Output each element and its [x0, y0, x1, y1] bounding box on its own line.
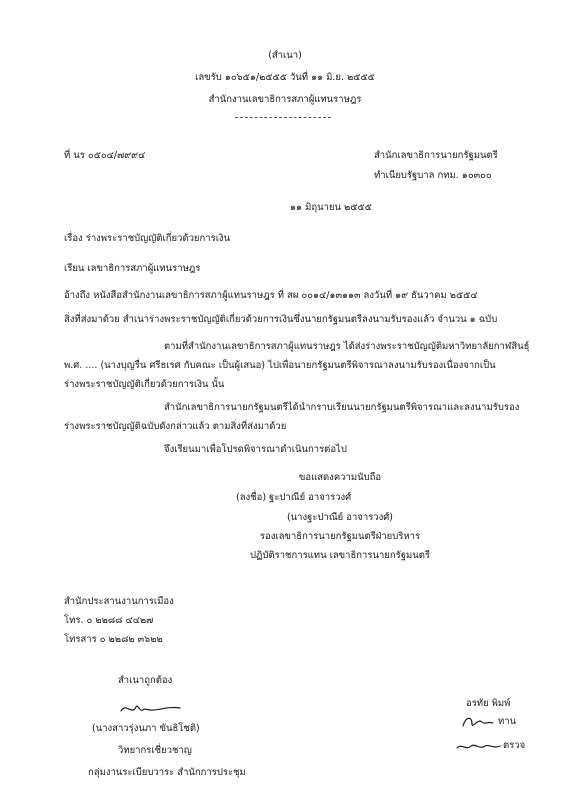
reviewer-signature-scribble: [454, 738, 502, 754]
sender-address: ทำเนียบรัฐบาล กทม. ๑๐๓๐๐: [374, 170, 492, 181]
para2-line1: สำนักเลขาธิการนายกรัฐมนตรีได้นำกราบเรียนนายกรัฐมนตรีพิจารณาและลงนามรับรอง: [164, 402, 520, 413]
enclosure-line: สิ่งที่ส่งมาด้วย สำเนาร่างพระราชบัญญัติเกี่ยวด้วยการเงินซึ่งนายกรัฐมนตรีลงนามรับรองแล้ว จำนวน ๑ ฉบับ: [64, 314, 498, 325]
check-label-2: ตรวจ: [503, 740, 526, 751]
contact-phone: โทร. ๐ ๒๒๘๘ ๔๔๒๗: [64, 615, 154, 626]
para1-line2: พ.ศ. .... (นางบุญรื่น ศรีธเรศ กับคณะ เป็นผู้เสนอ) ไปเพื่อนายกรัฐมนตรีพิจารณาลงนามรับรองเนื่องจากเป็น: [64, 360, 496, 371]
contact-fax: โทรสาร ๐ ๒๒๘๒ ๓๖๒๒: [64, 634, 163, 645]
separator-line: [235, 117, 331, 118]
contact-dept: สำนักประสานงานการเมือง: [64, 596, 174, 607]
receipt-office: สำนักงานเลขาธิการสภาผู้แทนราษฎร: [208, 94, 362, 105]
para1-line3: ร่างพระราชบัญญัติเกี่ยวด้วยการเงิน นั้น: [64, 379, 225, 390]
para2-line2: ร่างพระราชบัญญัติฉบับดังกล่าวแล้ว ตามสิ่งที่ส่งมาด้วย: [64, 421, 287, 432]
letter-date: ๑๑ มิถุนายน ๒๕๕๕: [290, 202, 372, 213]
copy-label: (สำเนา): [268, 50, 302, 61]
signer-name: (นางฐะปาณีย์ อาจารวงศ์): [286, 512, 394, 523]
to-line: เรียน เลขาธิการสภาผู้แทนราษฎร: [64, 263, 201, 274]
para3: จึงเรียนมาเพื่อโปรดพิจารณาดำเนินการต่อไป: [164, 444, 347, 455]
typist-name: อรทัย พิมพ์: [466, 698, 511, 709]
para1-line1: ตามที่สำนักงานเลขาธิการสภาผู้แทนราษฎร ได้ส่งร่างพระราชบัญญัติมหาวิทยาลัยกาฬสินธุ์: [164, 341, 530, 352]
subject-line: เรื่อง ร่างพระราชบัญญัติเกี่ยวด้วยการเงิน: [64, 233, 231, 244]
certifier-name: (นางสาวรุ่งนภา ขันธิโชติ): [92, 723, 200, 734]
signed-line: (ลงชื่อ) ฐะปาณีย์ อาจารวงศ์: [236, 492, 352, 503]
certified-label: สำเนาถูกต้อง: [118, 675, 173, 686]
signer-position-1: รองเลขาธิการนายกรัฐมนตรีฝ่ายบริหาร: [259, 531, 421, 542]
check-label-1: ทาน: [498, 716, 517, 727]
certifier-dept: กลุ่มงานระเบียบวาระ สำนักการประชุม: [88, 767, 246, 778]
sender-org: สำนักเลขาธิการนายกรัฐมนตรี: [374, 150, 498, 161]
checker-signature-scribble: [460, 712, 496, 732]
closing: ขอแสดงความนับถือ: [298, 472, 382, 483]
ref-number: ที่ นร ๐๕๐๔/๗๙๙๔: [64, 150, 146, 161]
receipt-line: เลขรับ ๑๐๖๕๑/๒๕๕๕ วันที่ ๑๑ มิ.ย. ๒๕๕๕: [195, 72, 375, 83]
reference-line: อ้างถึง หนังสือสำนักงานเลขาธิการสภาผู้แทนราษฎร ที่ สผ ๐๐๑๔/๑๓๑๑๓ ลงวันที่ ๑๙ ธันวาคม ๒๕๕๔: [64, 290, 478, 301]
signer-position-2: ปฏิบัติราชการแทน เลขาธิการนายกรัฐมนตรี: [250, 550, 430, 561]
certifier-title: วิทยากรเชี่ยวชาญ: [118, 745, 192, 756]
certifier-signature-scribble: [118, 698, 188, 720]
